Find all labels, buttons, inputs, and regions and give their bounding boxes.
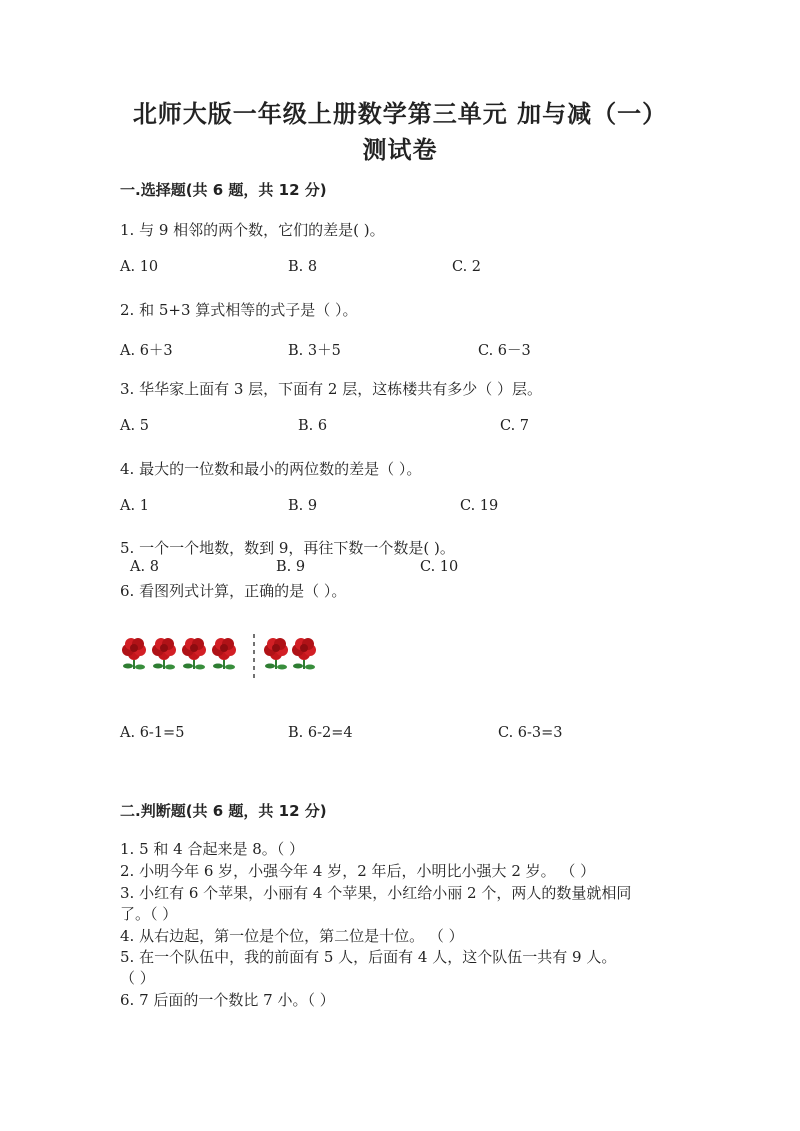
question-text: 4. 最大的一位数和最小的两位数的差是（ ）。 — [120, 460, 422, 478]
question-text: 2. 和 5+3 算式相等的式子是（ ）。 — [120, 301, 358, 319]
flower-icon — [152, 638, 176, 670]
flower-icon — [182, 638, 206, 670]
judgment-item-continued: （ ） — [120, 969, 155, 987]
option-c[interactable]: C. 7 — [500, 418, 530, 434]
flowers-illustration — [120, 630, 330, 682]
question-text: 3. 华华家上面有 3 层，下面有 2 层，这栋楼共有多少（ ）层。 — [120, 380, 543, 398]
option-a[interactable]: A. 6-1=5 — [120, 725, 185, 741]
option-c[interactable]: C. 6-3=3 — [498, 725, 563, 741]
option-a[interactable]: A. 10 — [120, 259, 159, 275]
judgment-item: 3. 小红有 6 个苹果，小丽有 4 个苹果，小红给小丽 2 个，两人的数量就相同 — [120, 884, 632, 902]
judgment-item: 1. 5 和 4 合起来是 8。（ ） — [120, 840, 305, 858]
question-text: 5. 一个一个地数，数到 9，再往下数一个数是( )。 — [120, 539, 455, 557]
question-text: 1. 与 9 相邻的两个数，它们的差是( )。 — [120, 221, 385, 239]
judgment-item: 6. 7 后面的一个数比 7 小。（ ） — [120, 991, 335, 1009]
judgment-item-continued: 了。（ ） — [120, 905, 178, 923]
option-a[interactable]: A. 8 — [130, 559, 159, 575]
flower-icon — [292, 638, 316, 670]
option-b[interactable]: B. 8 — [288, 259, 318, 275]
question-text: 6. 看图列式计算，正确的是（ ）。 — [120, 582, 347, 600]
option-c[interactable]: C. 2 — [452, 259, 482, 275]
judgment-item: 2. 小明今年 6 岁，小强今年 4 岁，2 年后，小明比小强大 2 岁。 （ ） — [120, 862, 596, 880]
page-title: 北师大版一年级上册数学第三单元 加与减（一） — [132, 100, 668, 128]
option-a[interactable]: A. 6＋3 — [120, 343, 173, 359]
option-c[interactable]: C. 19 — [460, 498, 499, 514]
page-subtitle: 测试卷 — [362, 136, 438, 164]
judgment-item: 5. 在一个队伍中，我的前面有 5 人，后面有 4 人，这个队伍一共有 9 人。 — [120, 948, 617, 966]
option-c[interactable]: C. 10 — [420, 559, 459, 575]
flower-icon — [212, 638, 236, 670]
option-b[interactable]: B. 9 — [288, 498, 318, 514]
judgment-item: 4. 从右边起，第一位是个位，第二位是十位。 （ ） — [120, 927, 464, 945]
section-heading-choice: 一.选择题(共 6 题，共 12 分) — [120, 181, 327, 199]
option-b[interactable]: B. 9 — [276, 559, 306, 575]
option-b[interactable]: B. 6 — [298, 418, 328, 434]
flower-icon — [264, 638, 288, 670]
section-heading-judgment: 二.判断题(共 6 题，共 12 分) — [120, 802, 327, 820]
option-b[interactable]: B. 6-2=4 — [288, 725, 353, 741]
flower-icon — [122, 638, 146, 670]
option-a[interactable]: A. 5 — [120, 418, 149, 434]
option-c[interactable]: C. 6－3 — [478, 343, 531, 359]
option-b[interactable]: B. 3＋5 — [288, 343, 341, 359]
option-a[interactable]: A. 1 — [120, 498, 149, 514]
